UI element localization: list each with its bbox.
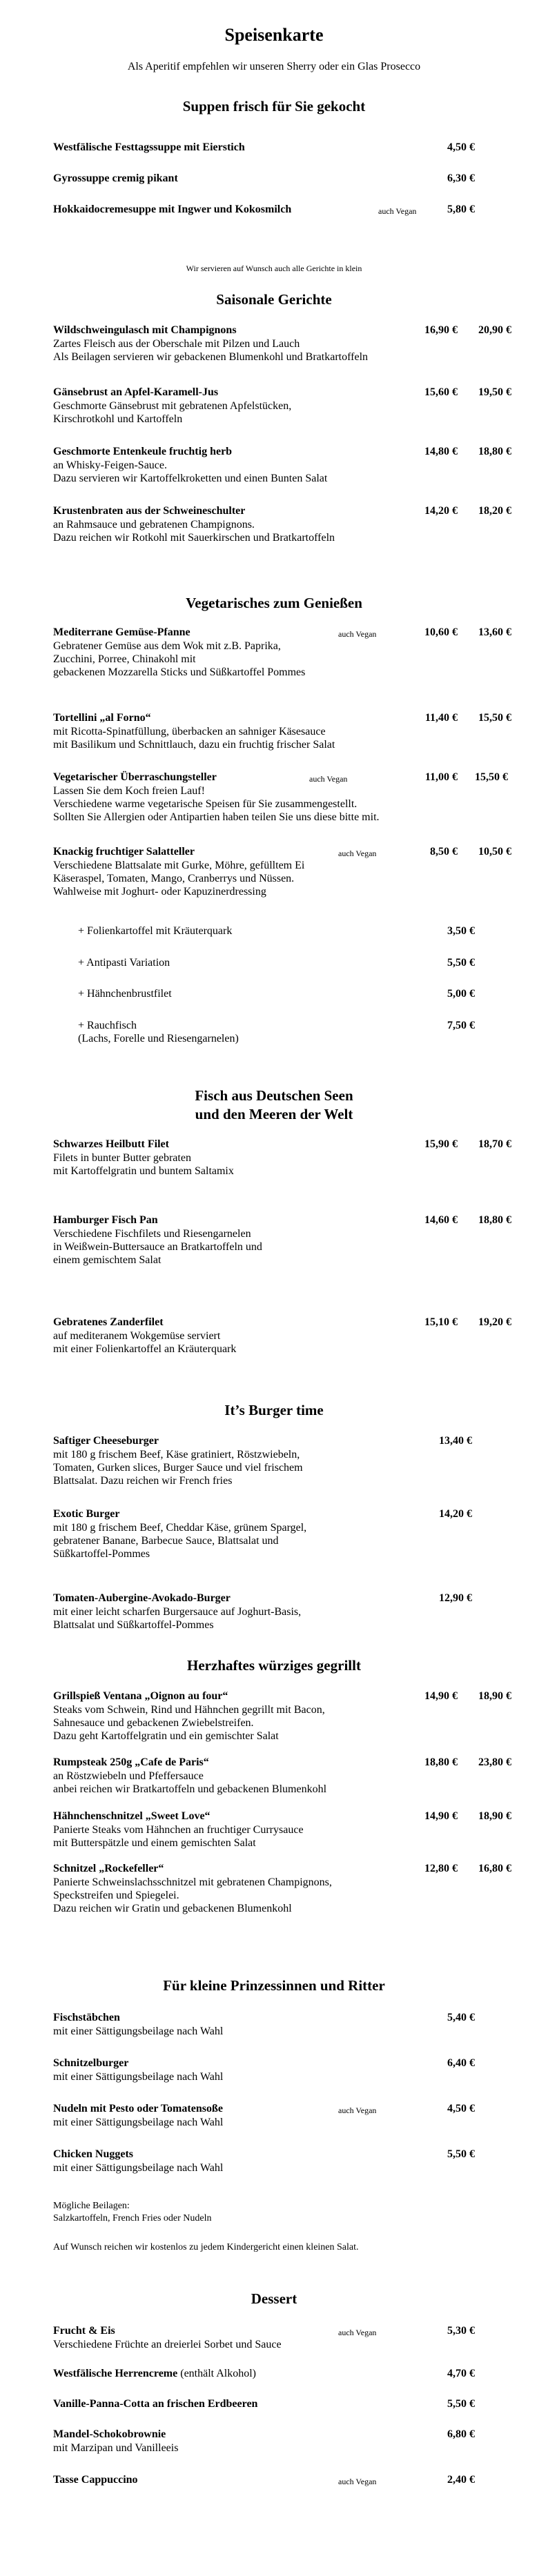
- menu-item-desc: Sollten Sie Allergien oder Antipartien haben teilen Sie uns diese bitte mit.: [53, 811, 380, 823]
- menu-item-name: Westfälische Festtagssuppe mit Eierstich: [53, 141, 245, 153]
- menu-item-price: 14,90 €: [424, 1810, 458, 1822]
- menu-item-line: [53, 2368, 256, 2380]
- menu-item-price: 6,30 €: [447, 172, 475, 184]
- menu-item-name: Tasse Cappuccino: [53, 2474, 138, 2486]
- menu-item-desc: Verschiedene Früchte an dreierlei Sorbet und Sauce: [53, 2339, 282, 2350]
- vegan-label: auch Vegan: [378, 206, 417, 216]
- menu-item-price-large: 18,90 €: [478, 1690, 511, 1702]
- extra-item-desc: (Lachs, Forelle und Riesengarnelen): [78, 1033, 239, 1044]
- menu-item-price: 11,40 €: [424, 712, 458, 724]
- section-heading-grill: Herzhaftes würziges gegrillt: [187, 1657, 361, 1674]
- section-heading-vegetarisch: Vegetarisches zum Genießen: [186, 595, 362, 611]
- menu-item-price: 16,90 €: [424, 324, 458, 336]
- vegan-label: auch Vegan: [309, 774, 348, 784]
- section-heading-burger: It’s Burger time: [224, 1402, 324, 1418]
- menu-item-name: Rumpsteak 250g „Cafe de Paris“: [53, 1756, 209, 1768]
- section-heading-suppen: Suppen frisch für Sie gekocht: [182, 98, 366, 115]
- menu-item-desc: Blattsalat und Süßkartoffel-Pommes: [53, 1619, 214, 1631]
- vegan-label: auch Vegan: [338, 849, 377, 858]
- menu-item-price: 5,50 €: [447, 2148, 475, 2160]
- extra-item-price: 5,50 €: [447, 957, 475, 969]
- menu-item-desc: mit einer Sättigungsbeilage nach Wahl: [53, 2162, 224, 2174]
- menu-item-price-large: 20,90 €: [478, 324, 511, 336]
- menu-item-price: 5,40 €: [447, 2012, 475, 2023]
- menu-item-name: Tomaten-Aubergine-Avokado-Burger: [53, 1592, 231, 1604]
- menu-item-price-large: 10,50 €: [478, 846, 511, 858]
- menu-item-name: Grillspieß Ventana „Oignon au four“: [53, 1690, 228, 1702]
- aperitif-note: Als Aperitif empfehlen wir unseren Sherry oder ein Glas Prosecco: [127, 61, 421, 72]
- menu-item-desc: Tomaten, Gurken slices, Burger Sauce und viel frischem: [53, 1462, 303, 1474]
- menu-item-name: Knackig fruchtiger Salatteller: [53, 846, 195, 858]
- menu-item-price: 14,90 €: [424, 1690, 458, 1702]
- menu-item-name: Saftiger Cheeseburger: [53, 1435, 159, 1447]
- menu-item-desc: Zucchini, Porree, Chinakohl mit: [53, 653, 196, 665]
- vegan-label: auch Vegan: [338, 629, 377, 639]
- section-heading-dessert: Dessert: [251, 2290, 297, 2307]
- menu-item-desc: Kirschrotkohl und Kartoffeln: [53, 413, 183, 425]
- vegan-label: auch Vegan: [338, 2328, 377, 2337]
- menu-item-desc: einem gemischtem Salat: [53, 1254, 162, 1266]
- menu-item-name: Schnitzelburger: [53, 2057, 129, 2069]
- menu-item-name: Tortellini „al Forno“: [53, 712, 151, 724]
- menu-item-price: 15,90 €: [424, 1138, 458, 1150]
- menu-item-desc: Speckstreifen und Spiegelei.: [53, 1890, 179, 1901]
- menu-item-name: Vanille-Panna-Cotta an frischen Erdbeeren: [53, 2398, 258, 2410]
- menu-item-desc: mit Marzipan und Vanilleeis: [53, 2442, 179, 2454]
- menu-item-price-large: 18,80 €: [478, 1214, 511, 1226]
- menu-item-desc: gebratener Banane, Barbecue Sauce, Blattsalat und: [53, 1535, 279, 1547]
- menu-item-price: 2,40 €: [447, 2474, 475, 2486]
- menu-item-name: Gyrossuppe cremig pikant: [53, 172, 178, 184]
- extra-item-price: 3,50 €: [447, 925, 475, 937]
- side-dishes-list: Salzkartoffeln, French Fries oder Nudeln: [53, 2213, 212, 2223]
- extra-item-name: + Rauchfisch: [78, 1020, 137, 1031]
- menu-item-price-large: 18,90 €: [478, 1810, 511, 1822]
- menu-item-desc: Blattsalat. Dazu reichen wir French fries: [53, 1475, 233, 1487]
- menu-item-price-large: 18,20 €: [478, 505, 511, 517]
- menu-item-desc: Verschiedene Blattsalate mit Gurke, Möhre, gefülltem Ei: [53, 860, 305, 871]
- menu-item-price: 14,60 €: [424, 1214, 458, 1226]
- menu-item-desc: Verschiedene Fischfilets und Riesengarnelen: [53, 1228, 251, 1240]
- menu-item-name: Exotic Burger: [53, 1508, 120, 1520]
- menu-item-price: 12,90 €: [439, 1592, 472, 1604]
- menu-item-price: 4,50 €: [447, 141, 475, 153]
- menu-item-desc: Dazu reichen wir Gratin und gebackenen Blumenkohl: [53, 1903, 292, 1914]
- menu-item-desc: mit Butterspätzle und einem gemischten Salat: [53, 1837, 256, 1849]
- menu-item-desc: mit Basilikum und Schnittlauch, dazu ein fruchtig frischer Salat: [53, 739, 335, 751]
- menu-item-desc: Panierte Schweinslachsschnitzel mit gebratenen Champignons,: [53, 1876, 332, 1888]
- menu-item-name: Mandel-Schokobrownie: [53, 2428, 166, 2440]
- menu-item-desc: Käseraspel, Tomaten, Mango, Cranberrys und Nüssen.: [53, 873, 295, 884]
- menu-item-desc: gebackenen Mozzarella Sticks und Süßkartoffel Pommes: [53, 666, 306, 678]
- menu-item-price: 8,50 €: [430, 846, 458, 858]
- menu-item-desc: an Rahmsauce und gebratenen Champignons.: [53, 519, 255, 531]
- menu-item-price: 12,80 €: [424, 1863, 458, 1874]
- menu-item-name: Schwarzes Heilbutt Filet: [53, 1138, 169, 1150]
- menu-item-desc: Steaks vom Schwein, Rind und Hähnchen gegrillt mit Bacon,: [53, 1704, 325, 1716]
- menu-item-desc: Als Beilagen servieren wir gebackenen Blumenkohl und Bratkartoffeln: [53, 351, 369, 363]
- menu-item-name: Gebratenes Zanderfilet: [53, 1316, 164, 1328]
- menu-item-price-large: 15,50 €: [478, 712, 511, 724]
- menu-item-desc: Zartes Fleisch aus der Oberschale mit Pilzen und Lauch: [53, 338, 300, 350]
- menu-item-desc: auf mediteranem Wokgemüse serviert: [53, 1330, 221, 1342]
- menu-item-name: Krustenbraten aus der Schweineschulter: [53, 505, 246, 517]
- menu-item-price: 4,50 €: [447, 2103, 475, 2114]
- menu-item-price: 10,60 €: [424, 626, 458, 638]
- menu-item-desc: mit Ricotta-Spinatfüllung, überbacken an sahniger Käsesauce: [53, 726, 326, 737]
- menu-item-name: Fischstäbchen: [53, 2012, 120, 2023]
- menu-item-price-large: 19,50 €: [478, 386, 511, 398]
- menu-item-price-large: 18,70 €: [478, 1138, 511, 1150]
- menu-item-name: Nudeln mit Pesto oder Tomatensoße: [53, 2103, 223, 2114]
- menu-item-desc: Dazu reichen wir Rotkohl mit Sauerkirschen und Bratkartoffeln: [53, 532, 335, 544]
- menu-item-name: Hokkaidocremesuppe mit Ingwer und Kokosmilch: [53, 204, 292, 215]
- menu-item-price: 6,80 €: [447, 2428, 475, 2440]
- menu-item-price: 13,40 €: [439, 1435, 472, 1447]
- menu-item-price: 5,50 €: [447, 2398, 475, 2410]
- extra-item-name: + Hähnchenbrustfilet: [78, 988, 172, 1000]
- menu-item-desc: Geschmorte Gänsebrust mit gebratenen Apfelstücken,: [53, 400, 292, 412]
- menu-item-price: 14,80 €: [424, 446, 458, 457]
- menu-item-name: Wildschweingulasch mit Champignons: [53, 324, 237, 336]
- small-portion-note: Wir servieren auf Wunsch auch alle Gerichte in klein: [186, 264, 362, 273]
- menu-item-name: Geschmorte Entenkeule fruchtig herb: [53, 446, 233, 457]
- page-title: Speisenkarte: [224, 25, 324, 45]
- menu-item-desc: Panierte Steaks vom Hähnchen an fruchtiger Currysauce: [53, 1824, 304, 1836]
- menu-item-price-large: 15,50 €: [475, 771, 508, 783]
- menu-item-price-large: 13,60 €: [478, 626, 511, 638]
- menu-item-desc: mit einer Sättigungsbeilage nach Wahl: [53, 2071, 224, 2083]
- extra-item-name: + Antipasti Variation: [78, 957, 170, 969]
- menu-item-desc: Verschiedene warme vegetarische Speisen für Sie zusammengestellt.: [53, 798, 358, 810]
- menu-item-desc: anbei reichen wir Bratkartoffeln und gebackenen Blumenkohl: [53, 1783, 327, 1795]
- menu-item-price: 6,40 €: [447, 2057, 475, 2069]
- menu-item-desc: Süßkartoffel-Pommes: [53, 1548, 150, 1560]
- menu-item-price-large: 19,20 €: [478, 1316, 511, 1328]
- menu-item-price: 14,20 €: [439, 1508, 472, 1520]
- menu-item-desc: Filets in bunter Butter gebraten: [53, 1152, 191, 1164]
- menu-item-price: 14,20 €: [424, 505, 458, 517]
- menu-item-price: 4,70 €: [447, 2368, 475, 2379]
- extra-item-name: + Folienkartoffel mit Kräuterquark: [78, 925, 233, 937]
- section-heading-saisonal: Saisonale Gerichte: [216, 291, 332, 308]
- menu-item-price: 11,00 €: [424, 771, 458, 783]
- menu-item-desc: Sahnesauce und gebackenen Zwiebelstreifen.: [53, 1717, 254, 1729]
- menu-item-price-large: 23,80 €: [478, 1756, 511, 1768]
- menu-item-desc: mit einer Folienkartoffel an Kräuterquark: [53, 1343, 237, 1355]
- menu-item-name: Hähnchenschnitzel „Sweet Love“: [53, 1810, 211, 1822]
- menu-item-desc: Dazu servieren wir Kartoffelkroketten und einen Bunten Salat: [53, 473, 328, 484]
- menu-item-name: Hamburger Fisch Pan: [53, 1214, 158, 1226]
- section-heading-fisch-sub: und den Meeren der Welt: [195, 1106, 353, 1122]
- menu-item-desc: in Weißwein-Buttersauce an Bratkartoffeln und: [53, 1241, 262, 1253]
- menu-item-desc: mit 180 g frischem Beef, Cheddar Käse, grünem Spargel,: [53, 1522, 307, 1534]
- extra-item-price: 5,00 €: [447, 988, 475, 1000]
- menu-item-price-large: 16,80 €: [478, 1863, 511, 1874]
- vegan-label: auch Vegan: [338, 2106, 377, 2115]
- section-heading-kinder: Für kleine Prinzessinnen und Ritter: [163, 1977, 385, 1994]
- menu-item-desc: Dazu geht Kartoffelgratin und ein gemischter Salat: [53, 1730, 279, 1742]
- kids-salad-note: Auf Wunsch reichen wir kostenlos zu jedem Kindergericht einen kleinen Salat.: [53, 2242, 359, 2252]
- menu-item-name: Westfälische Herrencreme: [53, 2368, 178, 2379]
- vegan-label: auch Vegan: [338, 2477, 377, 2486]
- section-heading-fisch: Fisch aus Deutschen Seen: [195, 1087, 353, 1104]
- menu-item-note: (enthält Alkohol): [180, 2368, 256, 2379]
- menu-item-price: 15,60 €: [424, 386, 458, 398]
- menu-item-price: 15,10 €: [424, 1316, 458, 1328]
- menu-item-desc: mit einer leicht scharfen Burgersauce auf Joghurt-Basis,: [53, 1606, 302, 1618]
- menu-item-name: Vegetarischer Überraschungsteller: [53, 771, 217, 783]
- menu-item-desc: Wahlweise mit Joghurt- oder Kapuzinerdressing: [53, 886, 266, 898]
- menu-item-name: Schnitzel „Rockefeller“: [53, 1863, 164, 1874]
- menu-item-name: Chicken Nuggets: [53, 2148, 134, 2160]
- menu-item-desc: mit Kartoffelgratin und buntem Saltamix: [53, 1165, 234, 1177]
- menu-item-desc: an Whisky-Feigen-Sauce.: [53, 459, 167, 471]
- menu-item-name: Gänsebrust an Apfel-Karamell-Jus: [53, 386, 219, 398]
- extra-item-price: 7,50 €: [447, 1020, 475, 1031]
- menu-item-price-large: 18,80 €: [478, 446, 511, 457]
- menu-item-desc: mit einer Sättigungsbeilage nach Wahl: [53, 2025, 224, 2037]
- side-dishes-title: Mögliche Beilagen:: [53, 2201, 130, 2211]
- menu-item-price: 5,30 €: [447, 2325, 475, 2337]
- menu-item-name: Mediterrane Gemüse-Pfanne: [53, 626, 190, 638]
- menu-item-desc: mit 180 g frischem Beef, Käse gratiniert, Röstzwiebeln,: [53, 1449, 300, 1460]
- menu-item-name: Frucht & Eis: [53, 2325, 115, 2337]
- menu-item-desc: Gebratener Gemüse aus dem Wok mit z.B. Paprika,: [53, 640, 281, 652]
- menu-item-desc: Lassen Sie dem Koch freien Lauf!: [53, 785, 205, 797]
- menu-item-desc: an Röstzwiebeln und Pfeffersauce: [53, 1770, 204, 1782]
- menu-item-price: 5,80 €: [447, 204, 475, 215]
- menu-item-price: 18,80 €: [424, 1756, 458, 1768]
- menu-item-desc: mit einer Sättigungsbeilage nach Wahl: [53, 2117, 224, 2128]
